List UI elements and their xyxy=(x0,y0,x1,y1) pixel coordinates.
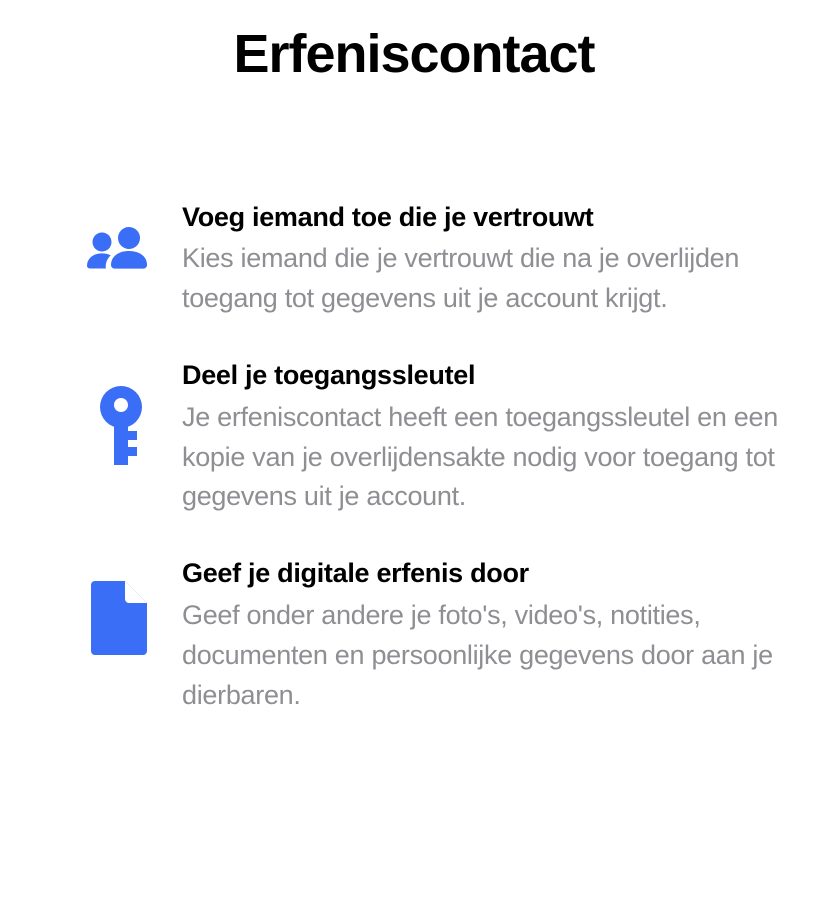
feature-title: Voeg iemand toe die je vertrouwt xyxy=(182,201,594,232)
feature-text xyxy=(182,199,804,319)
feature-description: Kies iemand die je vertrouwt die na je overlijden toegang tot gegevens uit je account krijgt. xyxy=(182,243,740,314)
list-item xyxy=(60,357,804,517)
feature-description: Geef onder andere je foto's, video's, notities, documenten en persoonlijke gegevens door aan je dierbaren. xyxy=(182,599,773,710)
page-title: Erfeniscontact xyxy=(233,24,595,84)
feature-title: Deel je toegangssleutel xyxy=(182,360,476,391)
feature-description: Je erfeniscontact heeft een toegangssleutel en een kopie van je overlijdensakte nodig voor toegang tot gegevens uit je account. xyxy=(182,401,778,512)
key-icon xyxy=(60,357,182,465)
people-icon xyxy=(60,199,182,279)
list-item xyxy=(60,555,804,715)
feature-text xyxy=(182,357,804,517)
feature-list xyxy=(0,199,828,716)
feature-title: Geef je digitale erfenis door xyxy=(182,558,529,589)
list-item xyxy=(60,199,804,319)
feature-text xyxy=(182,555,804,715)
document-icon xyxy=(60,555,182,655)
